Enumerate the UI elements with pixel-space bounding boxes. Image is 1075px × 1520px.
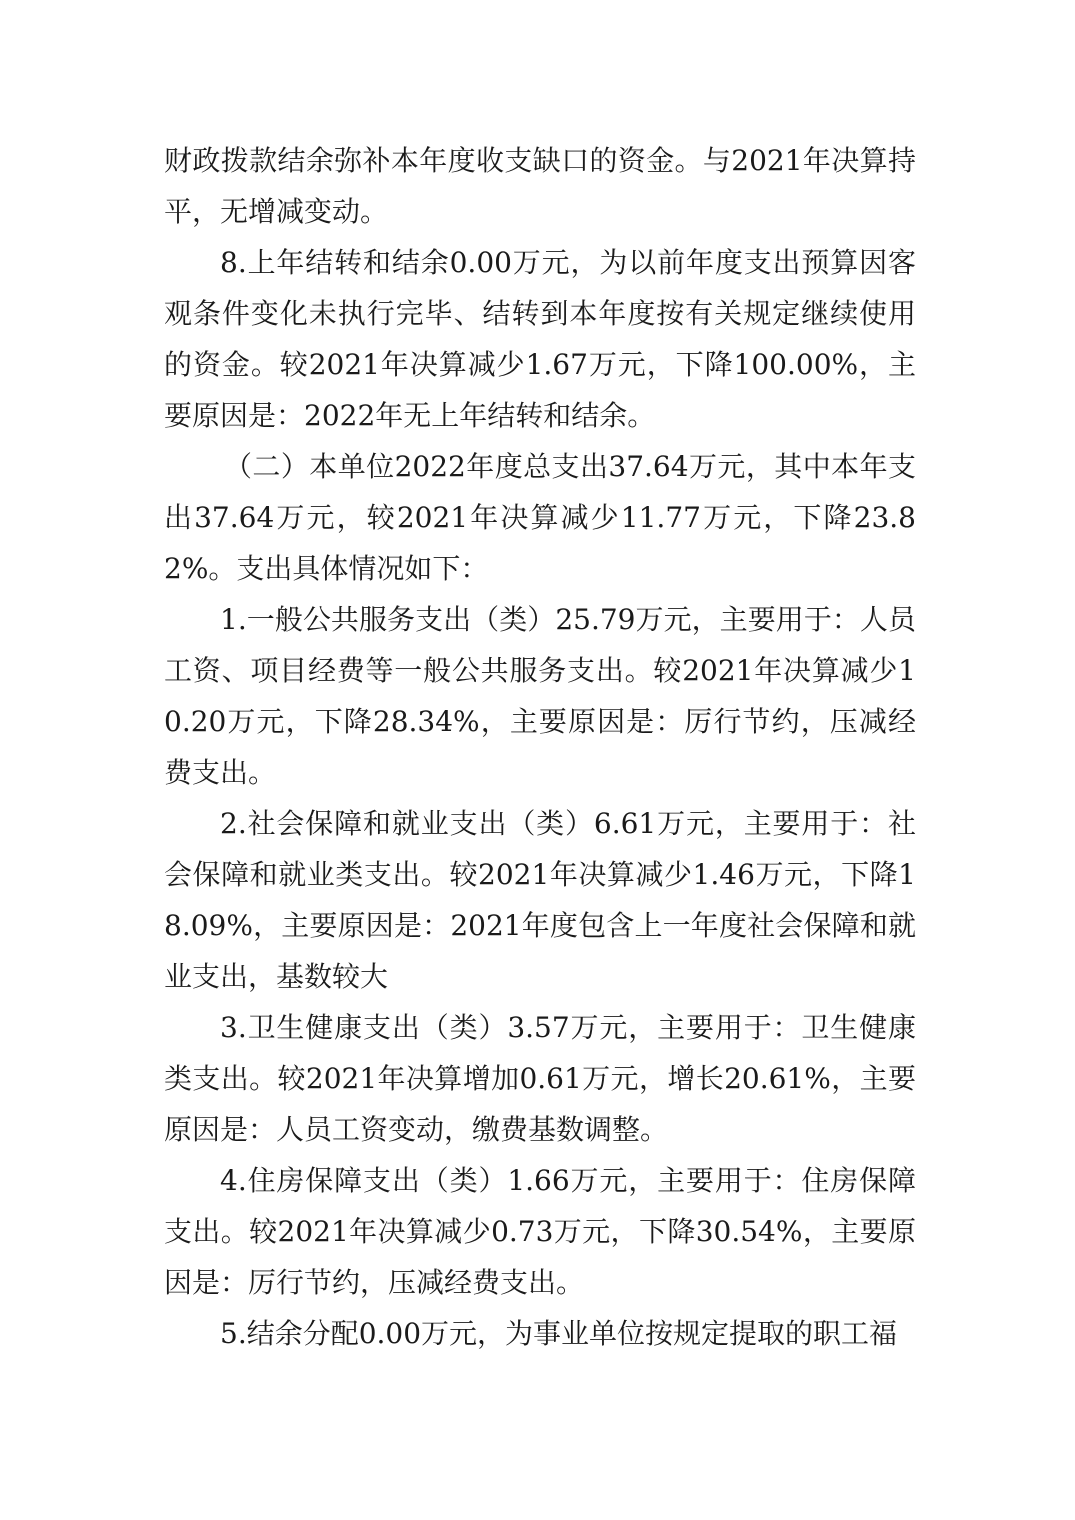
paragraph-housing: 4.住房保障支出（类）1.66万元，主要用于：住房保障支出。较2021年决算减少0.73万元，下降30.54%，主要原因是：厉行节约，压减经费支出。 xyxy=(164,1164,916,1299)
paragraph-social-security: 2.社会保障和就业支出（类）6.61万元，主要用于：社会保障和就业类支出。较2021年决算减少1.46万元，下降18.09%，主要原因是：2021年度包含上一年度社会保障和就业支出，基数较大 xyxy=(164,807,916,993)
paragraph-surplus-distribution: 5.结余分配0.00万元，为事业单位按规定提取的职工福 xyxy=(220,1317,898,1350)
paragraph-health: 3.卫生健康支出（类）3.57万元，主要用于：卫生健康类支出。较2021年决算增加0.61万元，增长20.61%，主要原因是：人员工资变动，缴费基数调整。 xyxy=(164,1011,916,1146)
body-text xyxy=(164,135,916,1359)
paragraph-total-expenditure: （二）本单位2022年度总支出37.64万元，其中本年支出37.64万元，较2021年决算减少11.77万元，下降23.82%。支出具体情况如下： xyxy=(164,450,916,585)
paragraph-carryover: 8.上年结转和结余0.00万元，为以前年度支出预算因客观条件变化未执行完毕、结转到本年度按有关规定继续使用的资金。较2021年决算减少1.67万元，下降100.00%，主要原因是：2022年无上年结转和结余。 xyxy=(164,246,916,432)
paragraph-balance-continuation: 财政拨款结余弥补本年度收支缺口的资金。与2021年决算持平，无增减变动。 xyxy=(164,144,916,228)
paragraph-general-public-services: 1.一般公共服务支出（类）25.79万元，主要用于：人员工资、项目经费等一般公共服务支出。较2021年决算减少10.20万元，下降28.34%，主要原因是：厉行节约，压减经费支出。 xyxy=(164,603,916,789)
